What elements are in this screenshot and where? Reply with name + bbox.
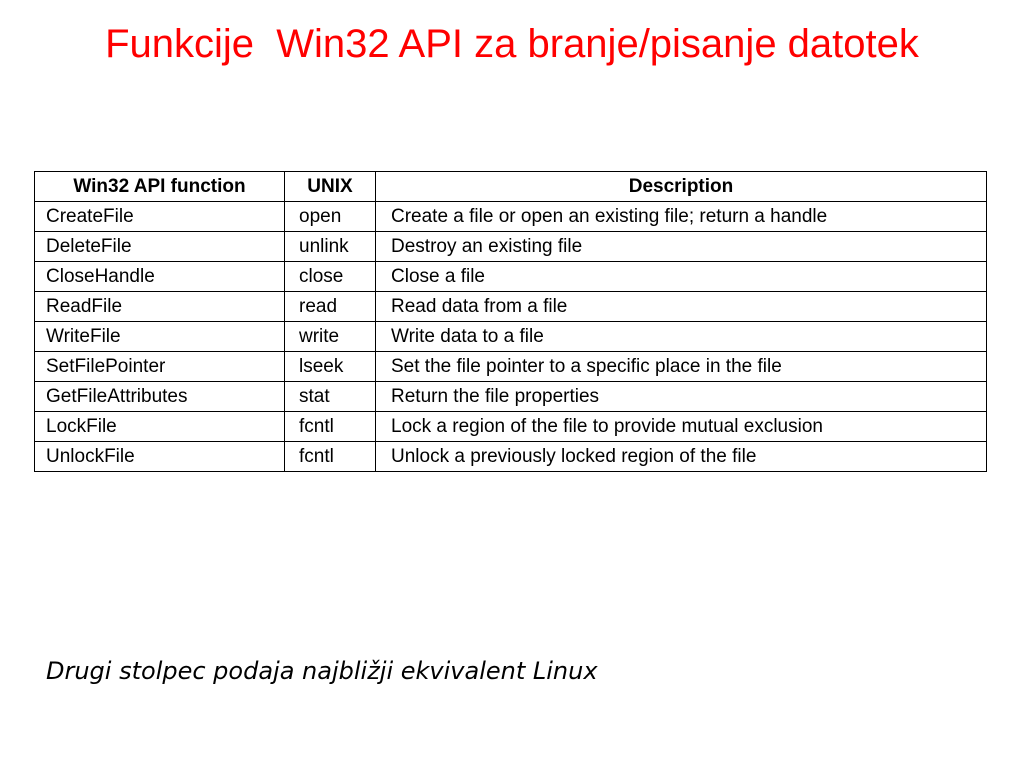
- cell-description: Destroy an existing file: [376, 232, 987, 262]
- cell-unix: stat: [285, 382, 376, 412]
- cell-description: Lock a region of the file to provide mutual exclusion: [376, 412, 987, 442]
- table-row: [35, 322, 987, 352]
- footnote: Drugi stolpec podaja najbližji ekvivalent Linux: [46, 657, 598, 685]
- table-row: [35, 412, 987, 442]
- cell-unix: write: [285, 322, 376, 352]
- header-description: Description: [376, 172, 987, 202]
- table-row: [35, 292, 987, 322]
- cell-description: Set the file pointer to a specific place in the file: [376, 352, 987, 382]
- cell-unix: unlink: [285, 232, 376, 262]
- cell-description: Write data to a file: [376, 322, 987, 352]
- cell-unix: fcntl: [285, 442, 376, 472]
- cell-description: Close a file: [376, 262, 987, 292]
- header-unix: UNIX: [285, 172, 376, 202]
- cell-unix: open: [285, 202, 376, 232]
- slide-title: Funkcije Win32 API za branje/pisanje datotek: [105, 22, 919, 66]
- cell-function: CreateFile: [35, 202, 285, 232]
- header-win32-function: Win32 API function: [35, 172, 285, 202]
- cell-unix: close: [285, 262, 376, 292]
- cell-unix: lseek: [285, 352, 376, 382]
- cell-description: Read data from a file: [376, 292, 987, 322]
- table-row: [35, 382, 987, 412]
- cell-unix: read: [285, 292, 376, 322]
- cell-function: GetFileAttributes: [35, 382, 285, 412]
- cell-function: SetFilePointer: [35, 352, 285, 382]
- cell-function: CloseHandle: [35, 262, 285, 292]
- cell-description: Create a file or open an existing file; return a handle: [376, 202, 987, 232]
- api-functions-table: [34, 171, 987, 472]
- table-row: [35, 262, 987, 292]
- cell-function: ReadFile: [35, 292, 285, 322]
- table-row: [35, 202, 987, 232]
- cell-description: Unlock a previously locked region of the file: [376, 442, 987, 472]
- table-row: [35, 232, 987, 262]
- cell-unix: fcntl: [285, 412, 376, 442]
- cell-function: UnlockFile: [35, 442, 285, 472]
- cell-function: WriteFile: [35, 322, 285, 352]
- table-row: [35, 352, 987, 382]
- cell-description: Return the file properties: [376, 382, 987, 412]
- cell-function: DeleteFile: [35, 232, 285, 262]
- cell-function: LockFile: [35, 412, 285, 442]
- table-row: [35, 442, 987, 472]
- table-header-row: [35, 172, 987, 202]
